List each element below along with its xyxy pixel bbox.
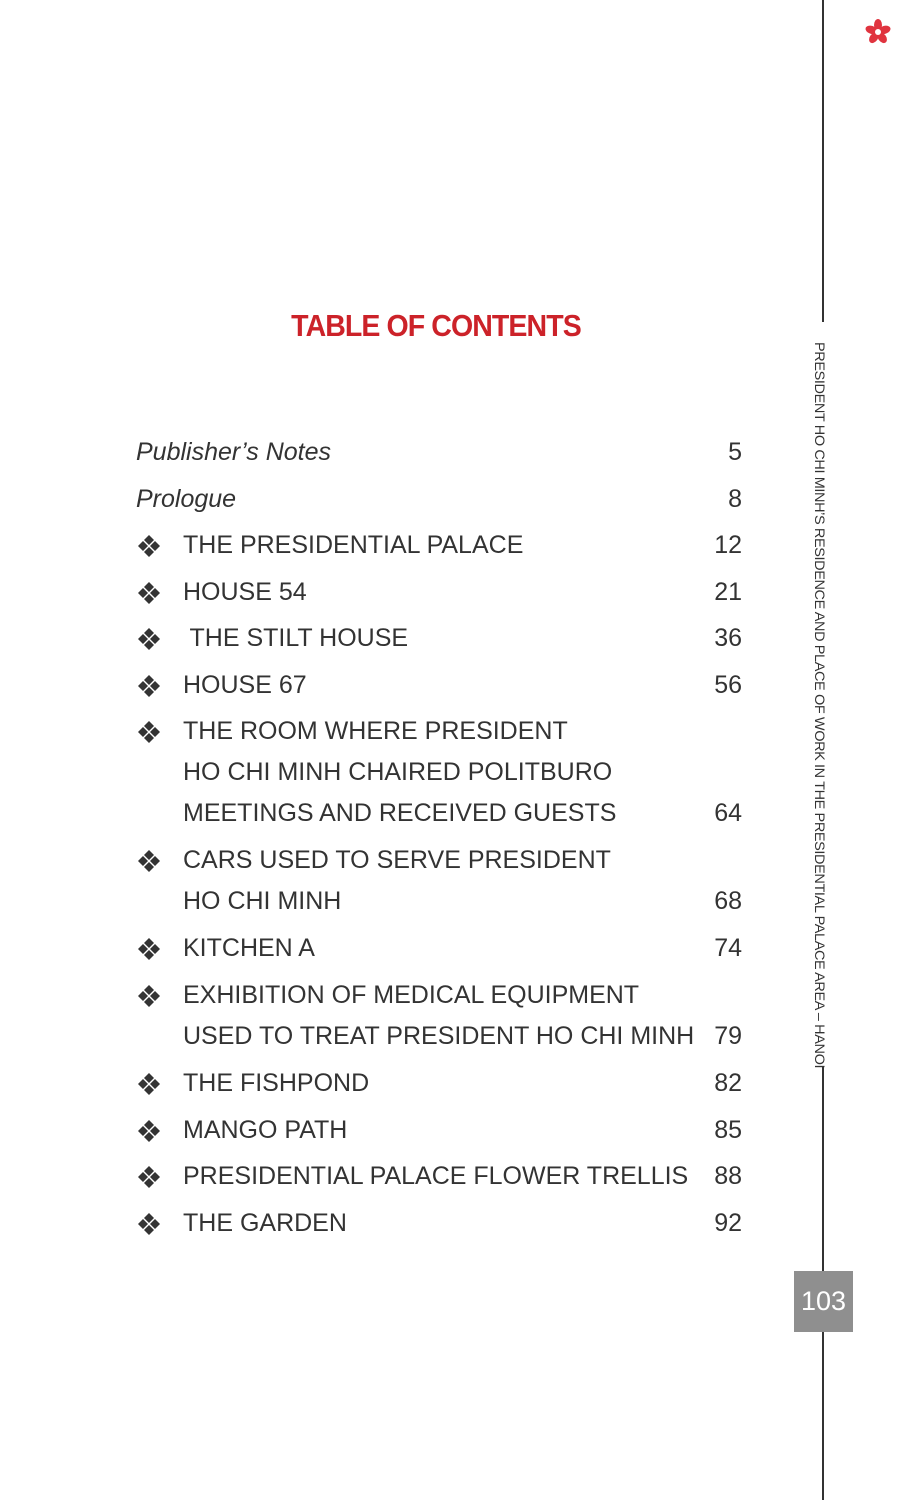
toc-entry[interactable] <box>136 1156 742 1197</box>
toc-entry[interactable] <box>136 928 742 969</box>
toc-entry-label <box>183 618 408 659</box>
toc-entry[interactable] <box>136 479 742 520</box>
toc-entry-page: 64 <box>714 799 742 827</box>
margin-rule-middle <box>822 1066 824 1271</box>
toc-entry-page: 88 <box>714 1162 742 1190</box>
toc-entry-page: 79 <box>714 1022 742 1050</box>
toc-entry[interactable] <box>136 840 742 922</box>
four-diamond-bullet-icon <box>136 719 162 745</box>
toc-entry[interactable] <box>136 1203 742 1244</box>
toc-entry[interactable] <box>136 572 742 613</box>
toc-entry-label-line: THE GARDEN <box>183 1209 347 1237</box>
four-diamond-bullet-icon <box>136 580 162 606</box>
toc-entry-label-line: THE STILT HOUSE <box>183 624 409 652</box>
toc-entry-label-line: THE FISHPOND <box>183 1069 370 1097</box>
toc-entry-label <box>183 928 315 969</box>
toc-entry[interactable] <box>136 1063 742 1104</box>
toc-entry-label <box>183 1203 347 1244</box>
toc-entry-page: 36 <box>714 624 742 652</box>
toc-entry-label-line: THE ROOM WHERE PRESIDENT <box>183 717 568 745</box>
four-diamond-bullet-icon <box>136 626 162 652</box>
flower-icon <box>864 18 892 46</box>
toc-entry[interactable] <box>136 1110 742 1151</box>
toc-entry-label <box>136 479 236 520</box>
toc-entry[interactable] <box>136 711 742 834</box>
toc-entry[interactable] <box>136 665 742 706</box>
toc-heading: TABLE OF CONTENTS <box>291 308 581 343</box>
toc-entry-page: 21 <box>714 578 742 606</box>
page-number: 103 <box>794 1271 853 1332</box>
four-diamond-bullet-icon <box>136 983 162 1009</box>
toc-entry-label <box>183 840 611 922</box>
four-diamond-bullet-icon <box>136 936 162 962</box>
toc-entry-label-line: USED TO TREAT PRESIDENT HO CHI MINH <box>183 1022 695 1050</box>
toc-entry-label <box>136 432 331 473</box>
running-header-title: PRESIDENT HO CHI MINH’S RESIDENCE AND PLACE OF WORK IN THE PRESIDENTIAL PALACE AREA – HANOI <box>811 342 827 1069</box>
four-diamond-bullet-icon <box>136 1164 162 1190</box>
toc-entry-label <box>183 1110 347 1151</box>
toc-entry-label <box>183 572 307 613</box>
toc-entry-label <box>183 975 694 1057</box>
toc-entry-label-line: EXHIBITION OF MEDICAL EQUIPMENT <box>183 981 640 1009</box>
toc-entry-page: 5 <box>728 438 742 466</box>
toc-entry-label <box>183 525 523 566</box>
margin-rule-top <box>822 0 824 322</box>
four-diamond-bullet-icon <box>136 1118 162 1144</box>
toc-entry-label-line: MEETINGS AND RECEIVED GUESTS <box>183 799 617 827</box>
toc-entry-page: 85 <box>714 1116 742 1144</box>
toc-entry-label-line: KITCHEN A <box>183 934 315 962</box>
toc-entry-label <box>183 711 616 834</box>
toc-entry-page: 8 <box>728 485 742 513</box>
toc-entry-label-line: HOUSE 54 <box>183 578 307 606</box>
toc-entry[interactable] <box>136 432 742 473</box>
toc-entry-page: 56 <box>714 671 742 699</box>
margin-rule-bottom <box>822 1332 824 1500</box>
toc-entry[interactable] <box>136 618 742 659</box>
toc-entry[interactable] <box>136 525 742 566</box>
toc-entry-label-line: HOUSE 67 <box>183 671 307 699</box>
toc-entry-label <box>183 1063 369 1104</box>
toc-entry-label-line: THE PRESIDENTIAL PALACE <box>183 531 524 559</box>
toc-entry-label-line: HO CHI MINH CHAIRED POLITBURO <box>183 758 613 786</box>
four-diamond-bullet-icon <box>136 848 162 874</box>
four-diamond-bullet-icon <box>136 1071 162 1097</box>
toc-entry-page: 74 <box>714 934 742 962</box>
toc-entry-page: 92 <box>714 1209 742 1237</box>
toc-entry-label-line: PRESIDENTIAL PALACE FLOWER TRELLIS <box>183 1162 689 1190</box>
toc-entry-label-line: HO CHI MINH <box>183 887 342 915</box>
toc-entry-page: 82 <box>714 1069 742 1097</box>
four-diamond-bullet-icon <box>136 1211 162 1237</box>
toc-entry-label-line: Publisher’s Notes <box>136 438 332 466</box>
toc-entry-label <box>183 665 307 706</box>
toc-entry-label <box>183 1156 688 1197</box>
toc-entry-label-line: CARS USED TO SERVE PRESIDENT <box>183 846 611 874</box>
toc-entry-label-line: MANGO PATH <box>183 1116 348 1144</box>
toc-entry-label-line: Prologue <box>136 485 237 513</box>
toc-entry-page: 12 <box>714 531 742 559</box>
toc-entry[interactable] <box>136 975 742 1057</box>
four-diamond-bullet-icon <box>136 673 162 699</box>
four-diamond-bullet-icon <box>136 533 162 559</box>
toc-entry-page: 68 <box>714 887 742 915</box>
